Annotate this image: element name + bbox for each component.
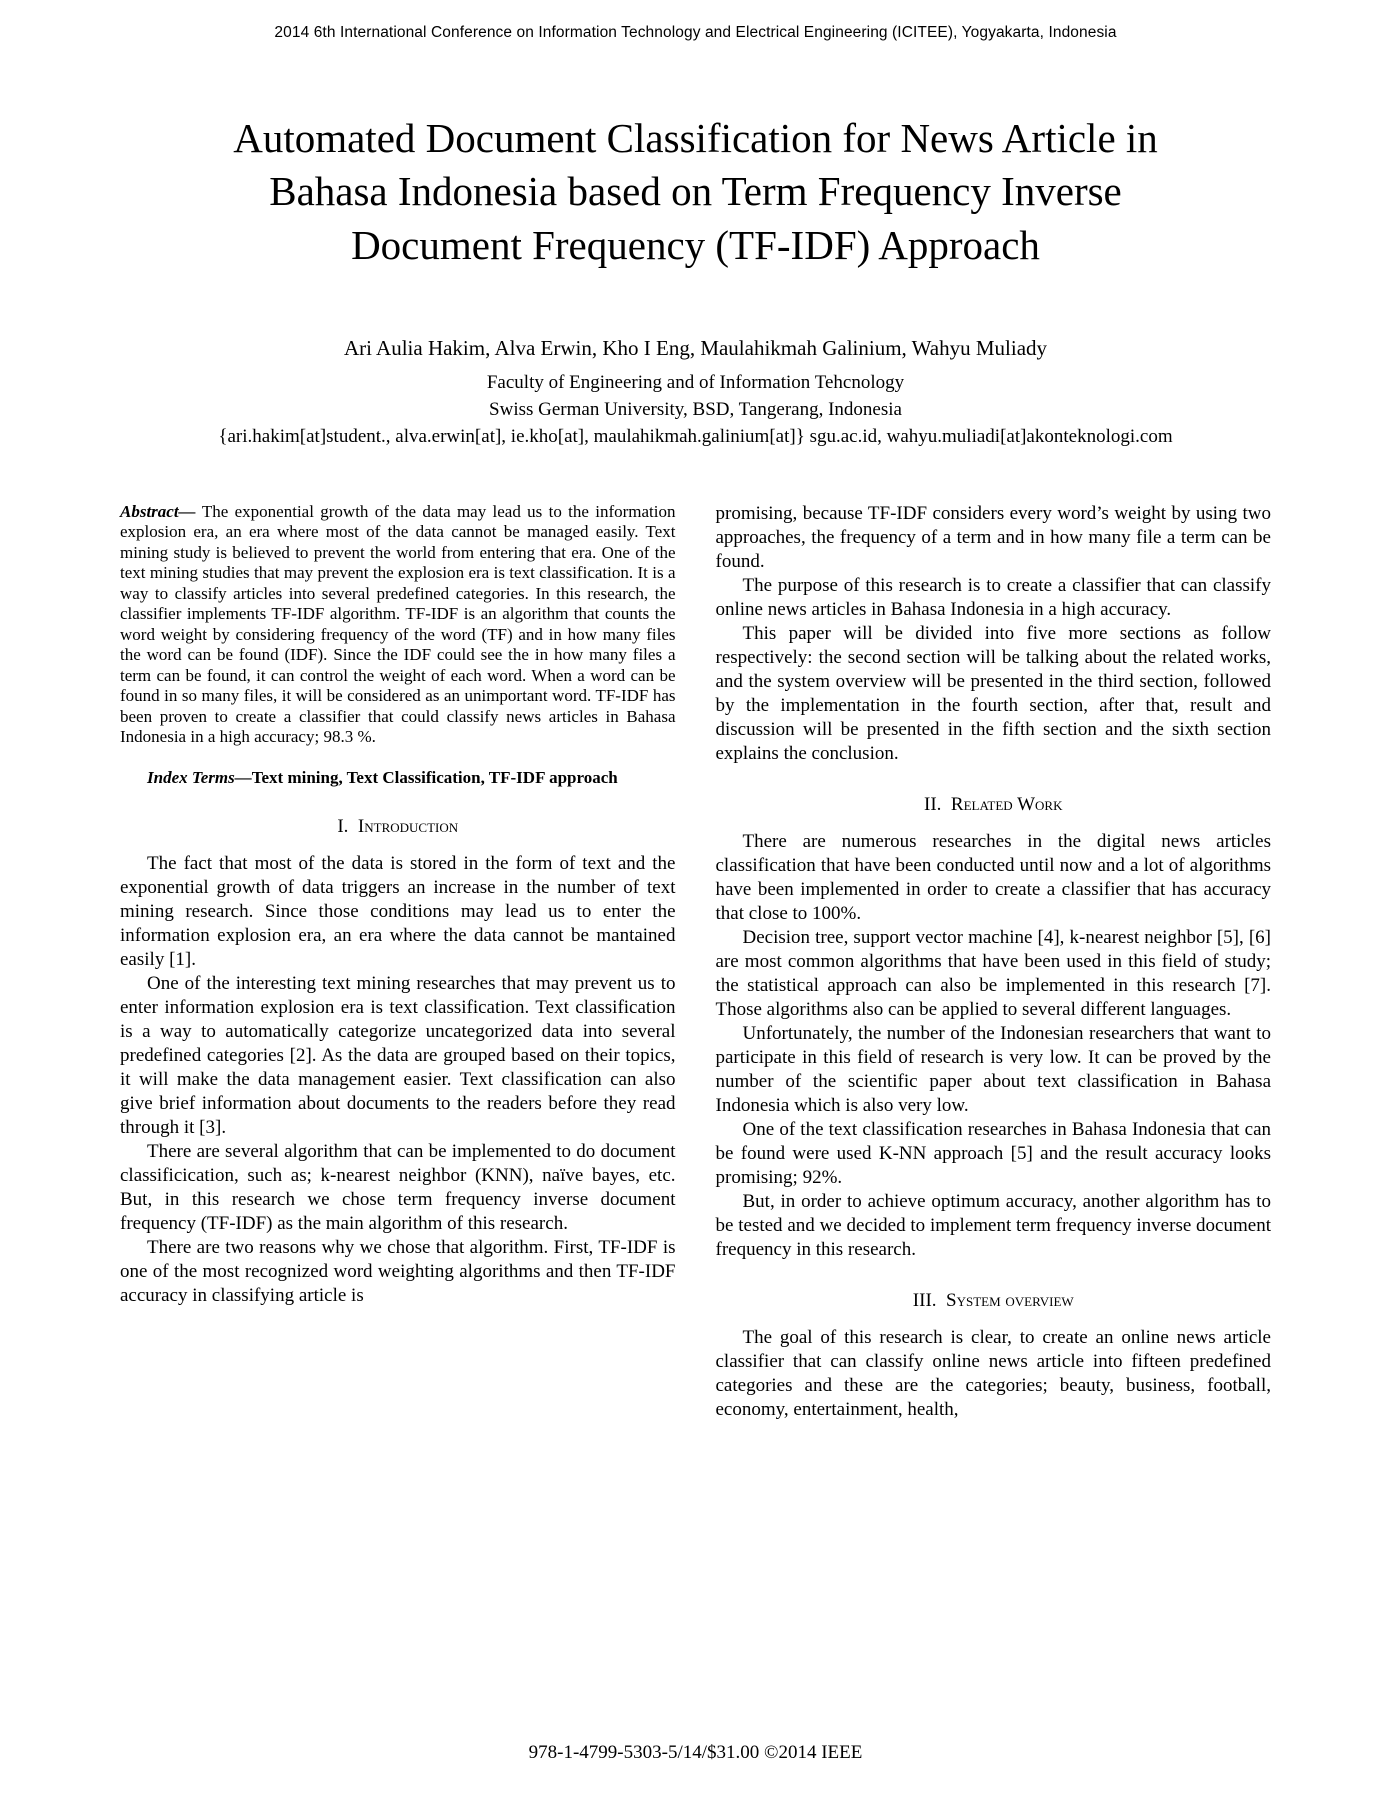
section-number: III. [912,1289,937,1311]
intro-paragraph-5: The purpose of this research is to create a classifier that can classify online news articles in Bahasa Indonesia in a high accuracy. [715,574,1271,620]
intro-paragraph-2: One of the interesting text mining researches that may prevent us to enter information explosion era is text classification. Text classification is a way to automatically categorize uncategorized data into several predefined categories [2]. As the data are grouped based on their topics, it will make the data management easier. Text classification can also give brief information about documents to the readers before they read through it [3]. [120,973,676,1139]
right-column [716,502,1272,1422]
affiliation-line1: Faculty of Engineering and of Information Tehcnology [486,371,905,393]
abstract-paragraph [120,502,676,748]
section-heading-introduction [120,816,676,838]
section-title: System overview [946,1289,1074,1311]
section-number: II. [924,793,942,815]
index-terms-text: Text mining, Text Classification, TF-IDF approach [251,767,618,787]
section-heading-system-overview [716,1290,1272,1312]
intro-paragraph-6: This paper will be divided into five more sections as follow respectively: the second section will be talking about the related works, and the system overview will be presented in the third section, followed by the implementation in the fourth section, after that, result and discussion will be presented in the fifth section and the sixth section explains the conclusion. [715,622,1271,764]
related-work-paragraph-4: One of the text classification researches in Bahasa Indonesia that can be found were used K-NN approach [5] and the result accuracy looks promising; 92%. [715,1118,1271,1188]
authors-block [0,336,1391,450]
author-emails: {ari.hakim[at]student., alva.erwin[at], ie.kho[at], maulahikmah.galinium[at]} sgu.ac.id, wahyu.muliadi[at]akonteknologi.com [218,425,1173,447]
intro-paragraph-4: There are two reasons why we chose that algorithm. First, TF-IDF is one of the most recognized word weighting algorithms and then TF-IDF accuracy in classifying article is [120,1237,676,1307]
affiliation-line2: Swiss German University, BSD, Tangerang, Indonesia [489,398,902,420]
conference-header: 2014 6th International Conference on Information Technology and Electrical Engineering (ICITEE), Yogyakarta, Indonesia [274,24,1117,41]
intro-paragraph-3: There are several algorithm that can be implemented to do document classificication, such as; k-nearest neighbor (KNN), naïve bayes, etc. But, in this research we chose term frequency inverse document frequency (TF-IDF) as the main algorithm of this research. [120,1141,676,1235]
index-terms-paragraph [120,768,676,789]
abstract-text: The exponential growth of the data may lead us to the information explosion era, an era where most of the data cannot be managed easily. Text mining study is believed to prevent the world from entering that era. One of the text mining studies that may prevent the explosion era is text classification. It is a way to classify articles into several predefined categories. In this research, the classifier implements TF-IDF algorithm. TF-IDF is an algorithm that counts the word weight by considering frequency of the word (TF) and in how many files the word can be found (IDF). Since the IDF could see the in how many files a term can be found, it can control the weight of each word. When a word can be found in so many files, it will be considered as an unimportant word. TF-IDF has been proven to create a classifier that could classify news articles in Bahasa Indonesia in a high accuracy; 98.3 %. [120,501,676,747]
left-column [120,502,676,1422]
abstract-label: Abstract— [120,501,202,521]
intro-paragraph-4-continued: promising, because TF-IDF considers every word’s weight by using two approaches, the frequency of a term and in how many file a term can be found. [715,502,1271,572]
system-overview-paragraph-1: The goal of this research is clear, to create an online news article classifier that can classify online news article into fifteen predefined categories and these are the categories; beauty, business, football, economy, entertainment, health, [715,1326,1271,1420]
copyright-footer: 978-1-4799-5303-5/14/$31.00 ©2014 IEEE [528,1742,863,1763]
section-title: Related Work [950,793,1063,815]
intro-paragraph-1: The fact that most of the data is stored in the form of text and the exponential growth of data triggers an increase in the number of text mining research. Since those conditions may lead us to enter the information explosion era, an era where the data cannot be mantained easily [1]. [120,853,676,971]
related-work-paragraph-5: But, in order to achieve optimum accuracy, another algorithm has to be tested and we decided to implement term frequency inverse document frequency in this research. [715,1190,1271,1260]
related-work-paragraph-2: Decision tree, support vector machine [4], k-nearest neighbor [5], [6] are most common algorithms that have been used in this field of study; the statistical approach can also be implemented in this research [7]. Those algorithms also can be applied to several different languages. [715,926,1271,1020]
section-number: I. [337,816,349,838]
section-heading-related-work [716,794,1272,816]
related-work-paragraph-1: There are numerous researches in the digital news articles classification that have been conducted until now and a lot of algorithms have been implemented in order to create a classifier that has accuracy that close to 100%. [715,830,1271,924]
two-column-body [0,502,1391,1422]
related-work-paragraph-3: Unfortunately, the number of the Indonesian researchers that want to participate in this field of research is very low. It can be proved by the number of the scientific paper about text classification in Bahasa Indonesia which is also very low. [715,1022,1271,1116]
paper-title: Automated Document Classification for News Article in Bahasa Indonesia based on Term Frequency Inverse Document Frequency (TF-IDF) Approach [233,115,1158,268]
section-title: Introduction [357,816,459,838]
index-terms-label: Index Terms— [147,767,252,787]
author-names: Ari Aulia Hakim, Alva Erwin, Kho I Eng, Maulahikmah Galinium, Wahyu Muliady [343,335,1048,360]
